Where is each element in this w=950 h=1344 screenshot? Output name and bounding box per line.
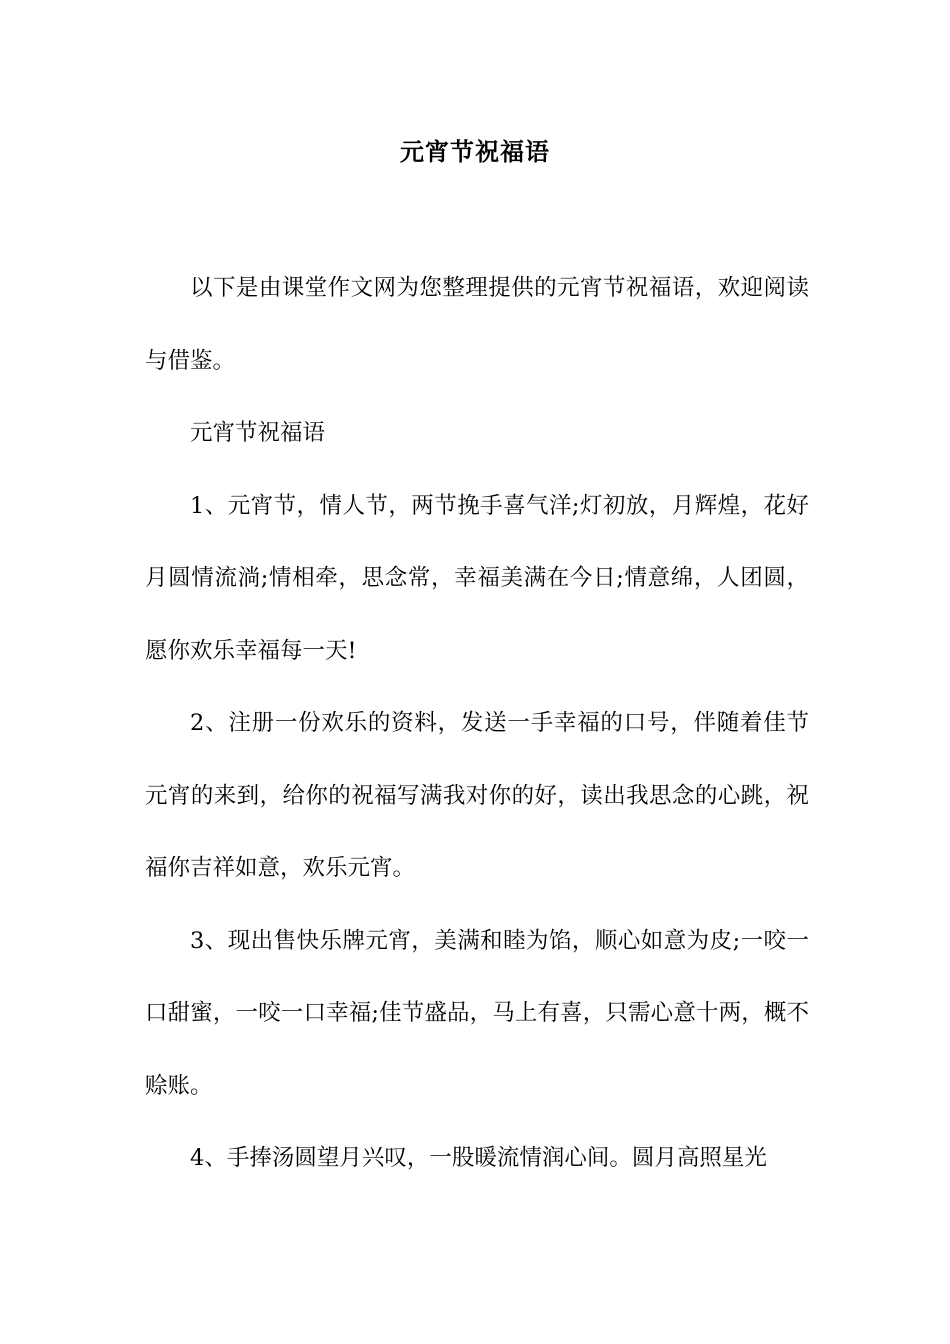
paragraph-intro: 以下是由课堂作文网为您整理提供的元宵节祝福语，欢迎阅读与借鉴。 bbox=[145, 275, 809, 374]
paragraph-item-4: 4、手捧汤圆望月兴叹，一股暖流情润心间。圆月高照星光 bbox=[190, 1145, 767, 1171]
paragraph-item-1: 1、元宵节，情人节，两节挽手喜气洋;灯初放，月辉煌，花好月圆情流淌;情相牵，思念常，幸福美满在今日;情意绵，人团圆，愿你欢乐幸福每一天! bbox=[145, 492, 809, 664]
paragraph-subheading: 元宵节祝福语 bbox=[190, 420, 326, 446]
paragraph-item-3: 3、现出售快乐牌元宵，美满和睦为馅，顺心如意为皮;一咬一口甜蜜，一咬一口幸福;佳节盛品，马上有喜，只需心意十两，概不赊账。 bbox=[145, 927, 809, 1099]
paragraph-item-2: 2、注册一份欢乐的资料，发送一手幸福的口号，伴随着佳节元宵的来到，给你的祝福写满我对你的好，读出我思念的心跳，祝福你吉祥如意，欢乐元宵。 bbox=[145, 710, 809, 881]
document-title: 元宵节祝福语 bbox=[400, 137, 550, 166]
document-body bbox=[145, 252, 809, 1195]
